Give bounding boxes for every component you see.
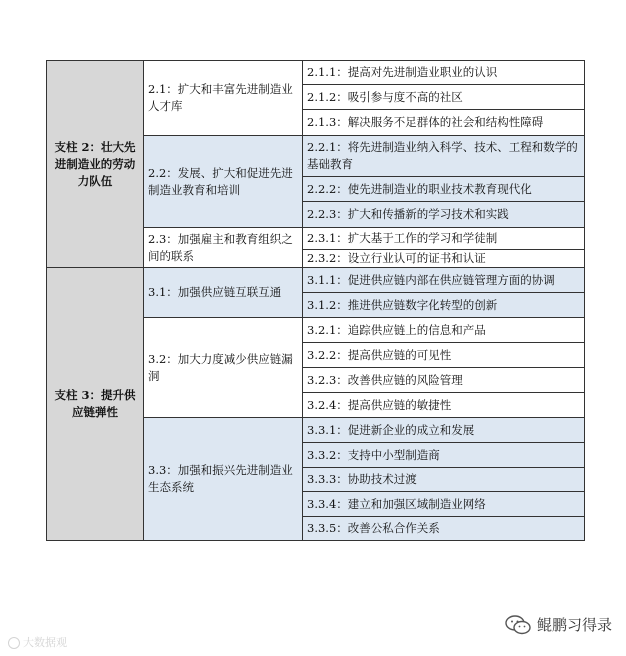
wechat-icon — [505, 615, 531, 635]
item-3-1-1: 3.1.1：促进供应链内部在供应链管理方面的协调 — [303, 268, 585, 293]
item-2-2-2: 2.2.2：使先进制造业的职业技术教育现代化 — [303, 177, 585, 202]
item-3-3-4: 3.3.4：建立和加强区域制造业网络 — [303, 492, 585, 517]
goal-3-2-cell: 3.2：加大力度减少供应链漏洞 — [144, 318, 303, 418]
item-3-3-3: 3.3.3：协助技术过渡 — [303, 468, 585, 492]
item-3-2-3: 3.2.3：改善供应链的风险管理 — [303, 368, 585, 393]
item-3-3-2: 3.3.2：支持中小型制造商 — [303, 443, 585, 468]
item-3-1-2: 3.1.2：推进供应链数字化转型的创新 — [303, 293, 585, 318]
item-2-1-2: 2.1.2：吸引参与度不高的社区 — [303, 85, 585, 110]
goal-3-1-cell: 3.1：加强供应链互联互通 — [144, 268, 303, 318]
strategy-table — [46, 60, 585, 541]
watermark-left — [8, 634, 67, 650]
watermark-logo-icon — [8, 637, 20, 649]
item-2-3-2: 2.3.2：设立行业认可的证书和认证 — [303, 250, 585, 268]
item-3-3-5: 3.3.5：改善公私合作关系 — [303, 517, 585, 541]
watermark-right-text: 鲲鹏习得录 — [536, 616, 612, 634]
watermark-right — [505, 614, 612, 635]
item-3-3-1: 3.3.1：促进新企业的成立和发展 — [303, 418, 585, 443]
goal-3-3-cell: 3.3：加强和振兴先进制造业生态系统 — [144, 418, 303, 541]
item-2-1-3: 2.1.3：解决服务不足群体的社会和结构性障碍 — [303, 110, 585, 136]
pillar-3-cell: 支柱 3：提升供应链弹性 — [47, 268, 144, 541]
item-3-2-2: 3.2.2：提高供应链的可见性 — [303, 343, 585, 368]
goal-2-1-cell: 2.1：扩大和丰富先进制造业人才库 — [144, 61, 303, 136]
item-2-1-1: 2.1.1：提高对先进制造业职业的认识 — [303, 61, 585, 85]
item-2-3-1: 2.3.1：扩大基于工作的学习和学徒制 — [303, 228, 585, 250]
item-3-2-1: 3.2.1：追踪供应链上的信息和产品 — [303, 318, 585, 343]
goal-2-2-cell: 2.2：发展、扩大和促进先进制造业教育和培训 — [144, 136, 303, 228]
item-3-2-4: 3.2.4：提高供应链的敏捷性 — [303, 393, 585, 418]
pillar-2-cell: 支柱 2：壮大先进制造业的劳动力队伍 — [47, 61, 144, 268]
watermark-left-text: 大数据观 — [23, 636, 67, 649]
item-2-2-1: 2.2.1：将先进制造业纳入科学、技术、工程和数学的基础教育 — [303, 136, 585, 177]
item-2-2-3: 2.2.3：扩大和传播新的学习技术和实践 — [303, 202, 585, 228]
goal-2-3-cell: 2.3：加强雇主和教育组织之间的联系 — [144, 228, 303, 268]
